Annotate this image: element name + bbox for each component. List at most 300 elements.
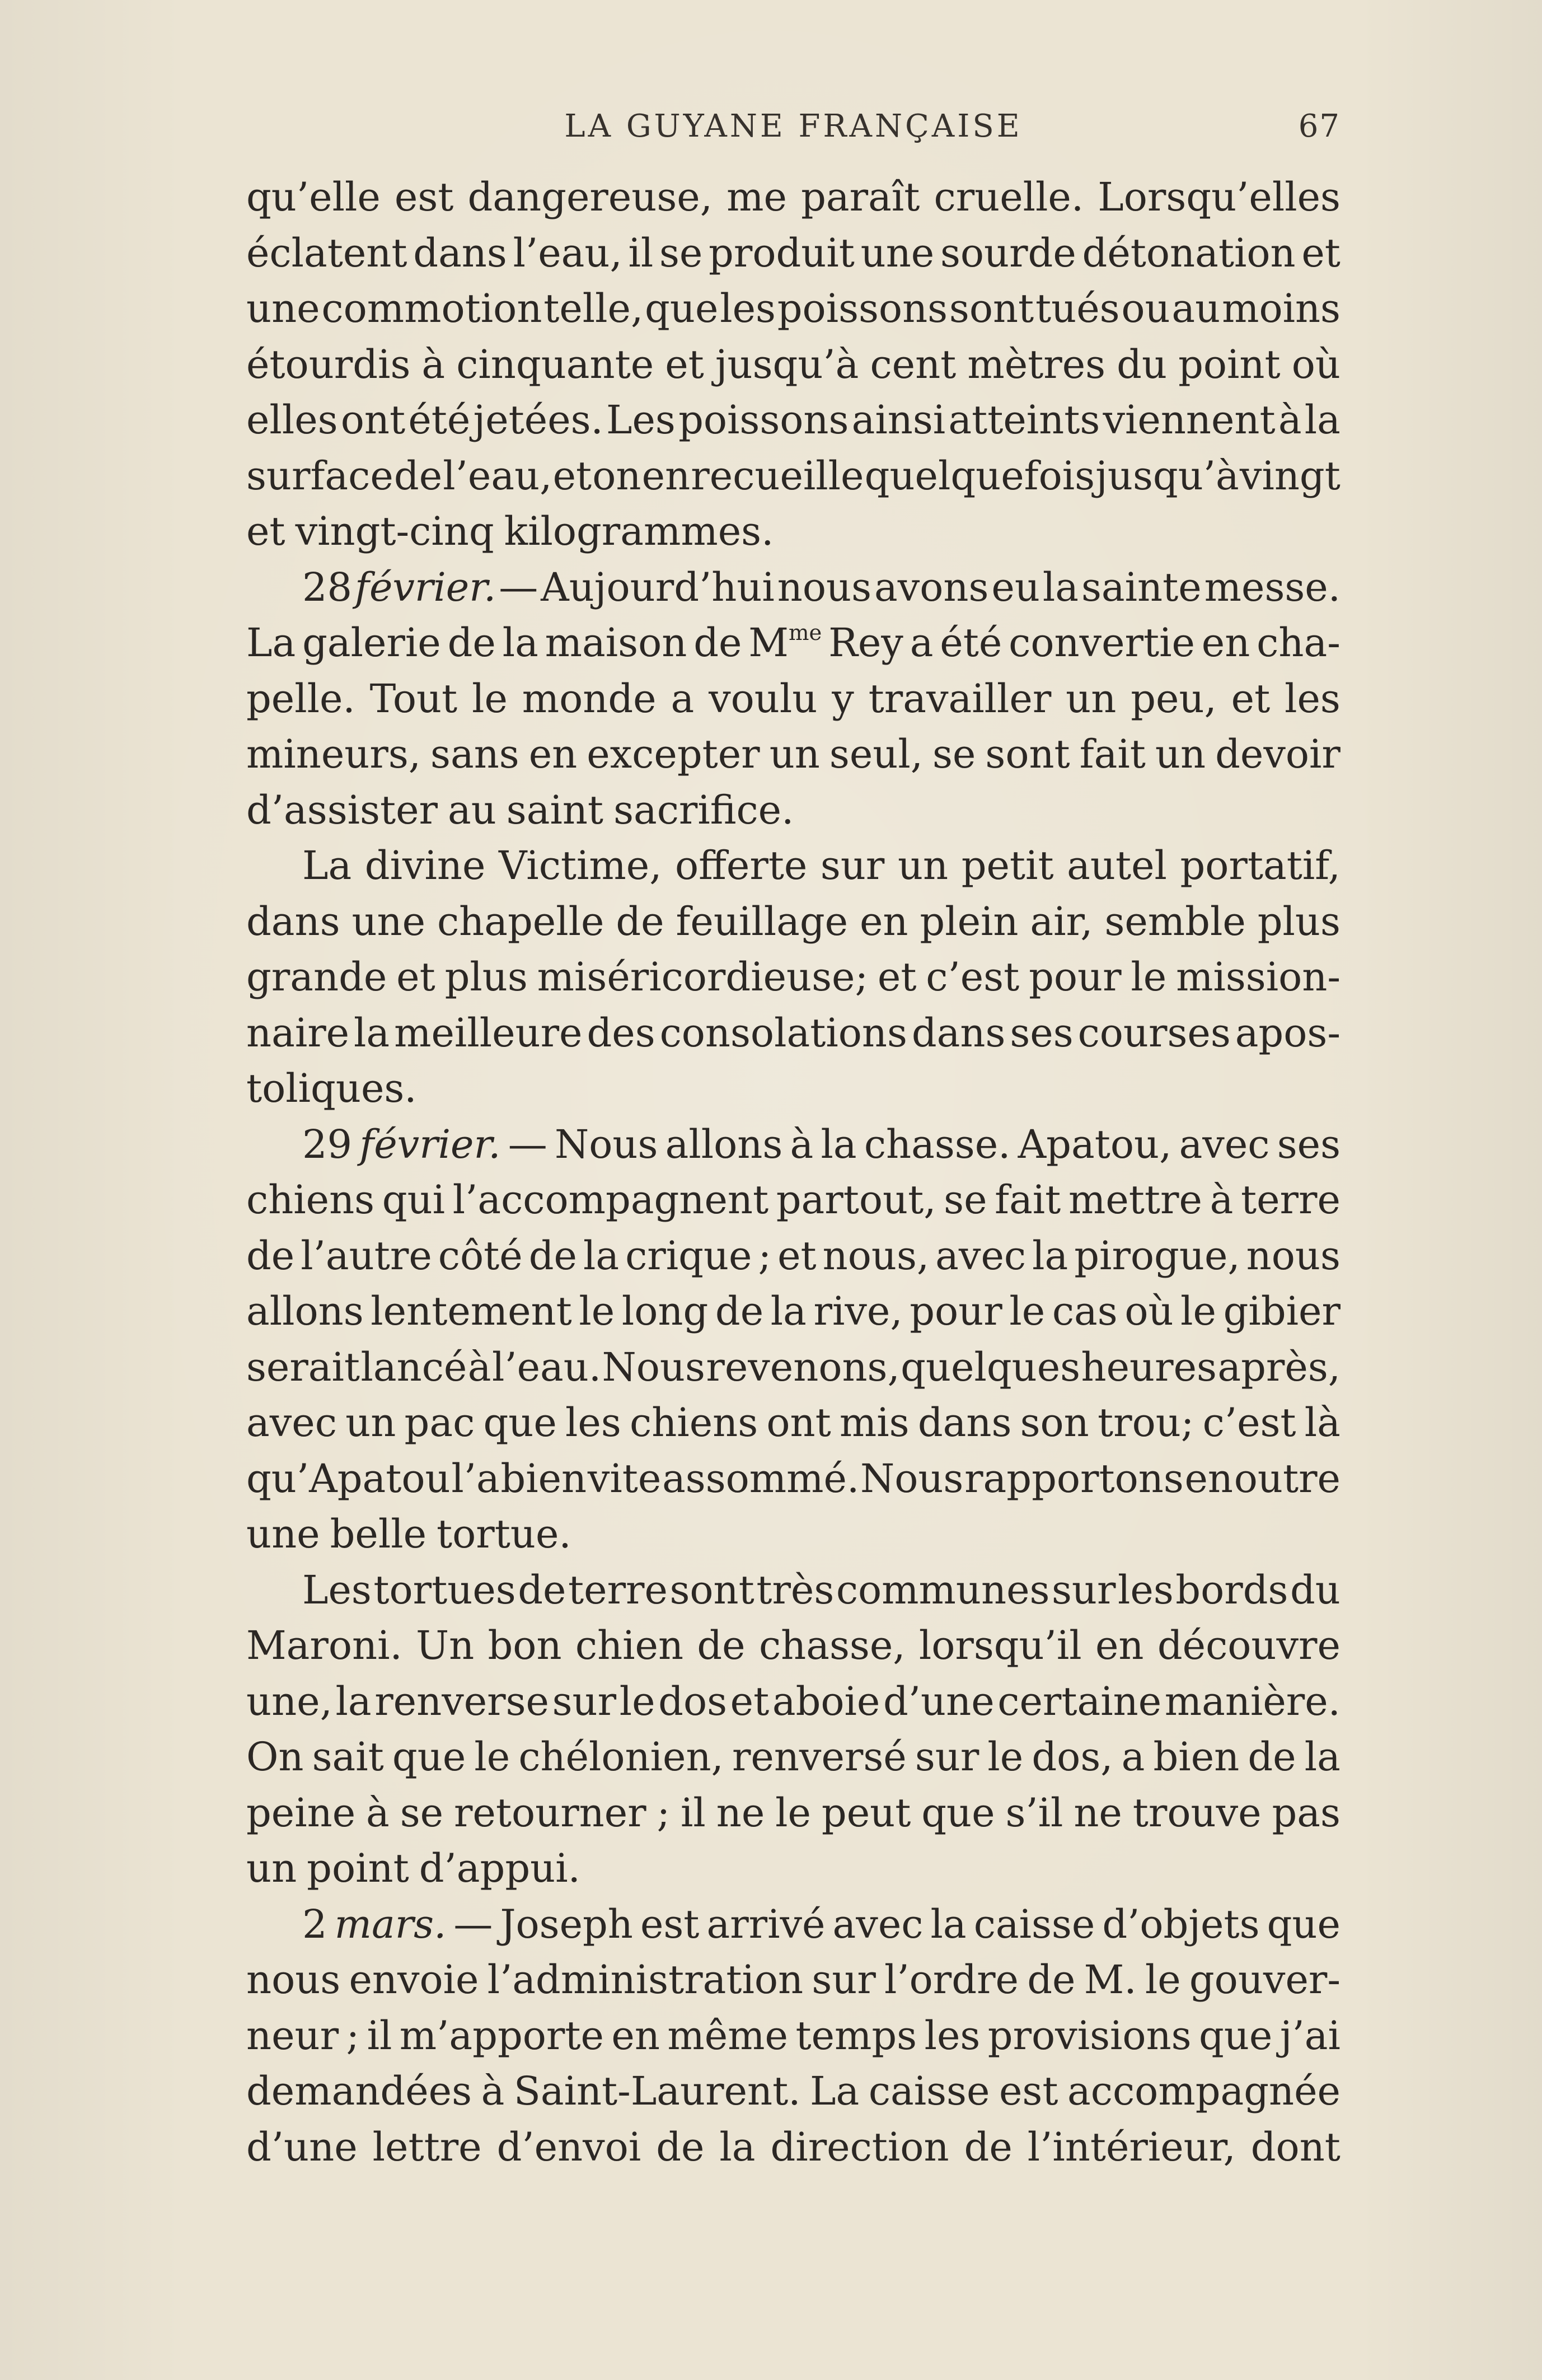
text-line <box>246 2068 1341 2124</box>
word: de <box>656 2124 705 2170</box>
text-line <box>246 953 1341 1009</box>
word: semble <box>1104 898 1246 944</box>
text-line <box>246 731 1341 787</box>
word: et <box>730 1678 770 1724</box>
word: allons <box>246 1288 364 1334</box>
text-line <box>246 508 1341 564</box>
word: trou; <box>1097 1400 1194 1446</box>
word: monde <box>522 675 657 722</box>
text-line <box>246 1678 1341 1734</box>
word: a <box>910 620 934 666</box>
word: de <box>246 1232 295 1279</box>
word: l’eau. <box>491 1344 602 1390</box>
superscript: me <box>788 620 822 646</box>
word: avec <box>832 1901 924 1947</box>
text-line <box>246 230 1341 286</box>
word: le <box>1145 1957 1181 2003</box>
word: y <box>832 675 854 722</box>
word: La <box>810 2068 860 2114</box>
word: recueille <box>691 452 864 499</box>
word: d’objets <box>1102 1901 1260 1947</box>
word: revenons, <box>706 1344 900 1390</box>
word: à <box>421 341 446 387</box>
word: sur <box>552 1678 617 1724</box>
word: les <box>924 2012 981 2059</box>
word: au <box>447 787 496 833</box>
word: paraît <box>801 174 920 220</box>
word: plein <box>920 898 1019 944</box>
text-line <box>246 341 1341 397</box>
body-text <box>246 174 1341 2179</box>
word: nous <box>246 1957 341 2003</box>
word: étourdis <box>246 341 411 387</box>
word: sainte <box>1081 564 1202 610</box>
word: en <box>1201 620 1250 666</box>
word: un <box>1155 731 1206 777</box>
word: fait <box>1079 731 1146 777</box>
word: et <box>1301 230 1341 276</box>
text-line <box>246 842 1341 898</box>
text-line <box>246 452 1341 508</box>
word: pelle. <box>246 675 355 722</box>
word: sacrifice. <box>613 787 794 833</box>
word: sur <box>915 1734 979 1780</box>
word: été <box>940 620 1002 666</box>
word: on <box>592 452 641 499</box>
word: un <box>345 1400 396 1446</box>
word: voulu <box>709 675 818 722</box>
word: naire <box>246 1009 350 1056</box>
word: poissons <box>777 286 948 331</box>
word: air, <box>1030 898 1093 944</box>
word: bon <box>488 1622 562 1668</box>
word: s’il <box>1005 1789 1063 1836</box>
word: de <box>447 620 496 666</box>
word: l’eau, <box>443 452 552 499</box>
text-line <box>246 1901 1341 1957</box>
text-line <box>246 1009 1341 1065</box>
word: cent <box>870 341 957 387</box>
word: Les <box>302 1567 372 1613</box>
word: surface <box>246 452 393 499</box>
word: à <box>1210 1177 1234 1223</box>
word: certaine <box>997 1678 1162 1724</box>
word: chélonien, <box>518 1734 724 1780</box>
word: se <box>659 230 703 276</box>
word: jusqu’à <box>715 341 859 387</box>
word: cinquante <box>456 341 654 387</box>
word: est <box>394 174 454 220</box>
word: terre <box>1240 1177 1341 1223</box>
text-line <box>246 898 1341 954</box>
word: Victime, <box>498 843 662 889</box>
word: que <box>1199 2012 1273 2059</box>
word: dans <box>246 898 340 944</box>
word: plus <box>1257 898 1341 944</box>
word: allons <box>665 1121 783 1167</box>
word: a <box>1121 1734 1145 1780</box>
word: avons <box>874 564 989 610</box>
word: maison <box>545 620 687 666</box>
word: ainsi <box>851 397 946 443</box>
word: commotion <box>321 286 542 331</box>
word: chiens <box>630 1400 758 1446</box>
word: été <box>408 397 471 443</box>
word: vingt-cinq <box>295 508 494 554</box>
word: une <box>860 230 935 276</box>
word: d’assister <box>246 787 438 833</box>
word: là <box>1304 1400 1341 1446</box>
word: du <box>1117 341 1168 387</box>
word: en <box>528 731 578 777</box>
word: Nous <box>554 1121 658 1167</box>
word: sur <box>820 843 885 889</box>
word: ou <box>1121 286 1170 331</box>
word: de <box>393 452 443 499</box>
word: Aujourd’hui <box>541 564 775 610</box>
word: fait <box>995 1177 1061 1223</box>
word: chasse, <box>758 1622 906 1668</box>
word: a <box>671 675 695 722</box>
word: de <box>693 620 742 666</box>
word: même <box>667 2012 788 2059</box>
word: et <box>396 954 435 1000</box>
word: ne <box>716 1789 765 1836</box>
word: l’ordre <box>884 1957 1019 2003</box>
word: retourner <box>453 1789 646 1836</box>
word: mission- <box>1176 954 1341 1000</box>
word: heures <box>1081 1344 1217 1390</box>
word: peine <box>246 1789 356 1836</box>
running-header <box>246 108 1341 147</box>
word: rapportons <box>964 1455 1184 1502</box>
text-line <box>246 1789 1341 1845</box>
text-line <box>246 396 1341 452</box>
word: pour <box>910 1288 1002 1334</box>
word: que <box>921 1789 995 1836</box>
word: dangereuse, <box>467 174 713 220</box>
word: vingt <box>1239 452 1341 499</box>
word: Un <box>416 1622 475 1668</box>
word: produit <box>709 230 855 276</box>
word: sur <box>812 1957 876 2003</box>
text-line <box>246 1845 1341 1901</box>
running-title: LA GUYANE FRANÇAISE <box>564 108 1023 144</box>
word: avec <box>246 1400 337 1446</box>
word: partout, <box>776 1177 936 1223</box>
italic-word: février. <box>359 1121 501 1167</box>
word: la <box>335 1678 372 1724</box>
word: aboie <box>772 1678 880 1724</box>
word: cas <box>1052 1288 1118 1334</box>
word: Lorsqu’elles <box>1098 174 1341 220</box>
word: vite <box>587 1455 662 1502</box>
word: détonation <box>1082 230 1296 276</box>
word: c’est <box>926 954 1020 1000</box>
word: les <box>1118 1567 1174 1613</box>
word: pas <box>1272 1789 1341 1836</box>
word: le <box>619 1678 655 1724</box>
word: à <box>790 1121 814 1167</box>
word: ; <box>346 2012 360 2059</box>
text-line <box>246 1399 1341 1455</box>
word: mètres <box>967 341 1106 387</box>
word: une <box>351 898 426 944</box>
word: consolations <box>659 1009 907 1056</box>
word: manière. <box>1164 1678 1341 1724</box>
word: c’est <box>1202 1400 1296 1446</box>
word: ses <box>1277 1121 1341 1167</box>
text-line <box>246 285 1341 341</box>
word: peut <box>821 1789 911 1836</box>
word: seul, <box>829 731 923 777</box>
word: atteints <box>948 397 1100 443</box>
word: et <box>777 1232 817 1279</box>
word: Nous <box>602 1344 705 1390</box>
word: sur <box>1051 1567 1116 1613</box>
text-line <box>246 787 1341 843</box>
word: lancé <box>360 1344 467 1390</box>
word: du <box>1290 1567 1341 1613</box>
word: le <box>1131 954 1167 1000</box>
word: point <box>1178 341 1281 387</box>
text-line <box>246 1956 1341 2012</box>
word: serait <box>246 1344 360 1390</box>
word: la <box>1304 1734 1341 1780</box>
word-base: M <box>748 620 789 666</box>
word: renversé <box>732 1734 907 1780</box>
word: saint <box>506 787 604 833</box>
word: messe. <box>1204 564 1341 610</box>
word <box>335 1901 447 1948</box>
word: et <box>877 954 917 1000</box>
text-line <box>246 2124 1341 2180</box>
word: outre <box>1234 1455 1341 1502</box>
word: caisse <box>868 2068 990 2114</box>
word: dont <box>1250 2124 1341 2170</box>
word: en <box>1184 1455 1234 1502</box>
word: le <box>472 675 508 722</box>
word: petit <box>961 843 1054 889</box>
word: bien <box>1153 1734 1240 1780</box>
word: On <box>246 1734 304 1780</box>
word: ; <box>758 1232 772 1279</box>
word: 28 <box>302 564 353 610</box>
word: chiens <box>246 1177 375 1223</box>
word: trouve <box>1132 1789 1262 1836</box>
word: pirogue, <box>1074 1232 1240 1279</box>
word: la <box>1032 1232 1068 1279</box>
word: tortue. <box>437 1511 571 1557</box>
word: arrivé <box>706 1901 826 1947</box>
word: lorsqu’il <box>918 1622 1082 1668</box>
word: portatif, <box>1180 843 1341 889</box>
word: il <box>681 1789 706 1836</box>
word: Saint-Laurent. <box>513 2068 801 2114</box>
word: divine <box>364 843 486 889</box>
word: que <box>483 1400 557 1446</box>
word: rive, <box>813 1288 903 1334</box>
text-line <box>246 174 1341 230</box>
word: jetées. <box>473 397 603 443</box>
word: mettre <box>1068 1177 1202 1223</box>
word: galerie <box>302 620 441 666</box>
text-line <box>246 619 1341 675</box>
word: en <box>611 2012 660 2059</box>
word: Maroni. <box>246 1622 402 1668</box>
word: dos, <box>1032 1734 1113 1780</box>
word: Les <box>606 397 676 443</box>
word: est <box>640 1901 700 1947</box>
word: où <box>1291 341 1341 387</box>
word: se <box>932 731 976 777</box>
word: en <box>641 452 691 499</box>
word: est <box>999 2068 1058 2114</box>
word: la <box>1304 397 1341 443</box>
word: les <box>565 1400 621 1446</box>
word: de <box>697 1622 746 1668</box>
word: caisse <box>973 1901 1095 1947</box>
word: La <box>246 620 296 666</box>
word: de <box>715 1288 764 1334</box>
word: neur <box>246 2012 339 2059</box>
word: ne <box>1074 1789 1122 1836</box>
word: long <box>621 1288 709 1334</box>
word: très <box>756 1567 835 1613</box>
word: — <box>499 564 538 610</box>
word: telle, <box>543 286 644 331</box>
word: belle <box>330 1511 427 1557</box>
word: point <box>307 1845 409 1891</box>
word: que <box>392 1734 466 1780</box>
word: elles <box>246 397 338 443</box>
word: découvre <box>1157 1622 1341 1668</box>
word: poissons <box>678 397 849 443</box>
word: chasse. <box>864 1121 1011 1167</box>
word: la <box>719 2124 756 2170</box>
word: avec <box>1179 1121 1270 1167</box>
word: sont <box>985 731 1070 777</box>
word: sans <box>430 731 519 777</box>
text-line <box>246 1288 1341 1344</box>
word: l’a <box>451 1455 500 1502</box>
word: l’eau, <box>513 230 622 276</box>
word: tués <box>1035 286 1120 331</box>
word: nous <box>777 564 872 610</box>
word: bords <box>1175 1567 1288 1613</box>
text-line <box>246 1511 1341 1567</box>
word: la <box>930 1901 967 1947</box>
word: toliques. <box>246 1065 417 1111</box>
word: d’envoi <box>496 2124 641 2170</box>
word: quelques <box>901 1344 1081 1390</box>
word: où <box>1124 1288 1174 1334</box>
word: pour <box>1029 954 1122 1000</box>
word: jusqu’à <box>1095 452 1239 499</box>
word: à <box>366 1789 390 1836</box>
word: la <box>502 620 538 666</box>
word: meilleure <box>394 1009 583 1056</box>
word: ses <box>1010 1009 1074 1056</box>
word: miséricordieuse; <box>537 954 869 1000</box>
word: côté <box>438 1232 523 1279</box>
word: moins <box>1222 286 1341 331</box>
word: une, <box>246 1678 332 1724</box>
word: temps <box>795 2012 917 2059</box>
word: mineurs, <box>246 731 421 777</box>
word <box>748 619 822 667</box>
word: — <box>453 1901 493 1947</box>
word: gibier <box>1223 1288 1341 1334</box>
word: lettre <box>372 2124 482 2170</box>
word: le <box>579 1288 615 1334</box>
word: Apatou, <box>1018 1121 1172 1167</box>
word: eu <box>991 564 1040 610</box>
page-number: 67 <box>1298 108 1341 144</box>
word: que <box>1267 1901 1341 1947</box>
word: que <box>645 286 719 331</box>
word: qu’Apatou <box>246 1455 451 1502</box>
word: dans <box>917 1400 1012 1446</box>
word: l’accompagnent <box>452 1177 769 1223</box>
italic-word: février. <box>355 564 496 610</box>
word: j’ai <box>1279 2012 1341 2059</box>
word: demandées <box>246 2068 472 2114</box>
word: à <box>467 1344 491 1390</box>
text-line <box>246 2012 1341 2068</box>
word: de <box>1027 1957 1076 2003</box>
word: viennent <box>1103 397 1276 443</box>
word: 29 <box>302 1121 353 1167</box>
word: peu, <box>1131 675 1217 722</box>
word: quelquefois <box>864 452 1095 499</box>
text-line <box>246 1344 1341 1400</box>
word: 2 <box>302 1901 327 1947</box>
word: grande <box>246 954 387 1000</box>
text-line <box>246 1121 1341 1177</box>
word: crique <box>625 1232 752 1279</box>
word: gouver- <box>1189 1957 1341 2003</box>
word: à <box>1278 397 1302 443</box>
word: excepter <box>587 731 760 777</box>
word: des <box>587 1009 655 1056</box>
word: l’autre <box>301 1232 432 1279</box>
text-line <box>246 1622 1341 1678</box>
word: de <box>964 2124 1013 2170</box>
word: éclatent <box>246 230 407 276</box>
word: à <box>481 2068 505 2114</box>
text-line <box>246 564 1341 620</box>
word: l’intérieur, <box>1027 2124 1236 2170</box>
word: La <box>302 843 352 889</box>
word: de <box>616 898 664 944</box>
word <box>355 564 496 611</box>
word: la <box>583 1232 620 1279</box>
word: offerte <box>675 843 808 889</box>
word: communes <box>836 1567 1050 1613</box>
word: accompagnée <box>1067 2068 1341 2114</box>
word: il <box>367 2012 392 2059</box>
word: plus <box>444 954 528 1000</box>
word: apos- <box>1235 1009 1341 1056</box>
word: son <box>1020 1400 1089 1446</box>
word <box>359 1121 500 1168</box>
word: convertie <box>1009 620 1195 666</box>
word: cruelle. <box>934 174 1084 220</box>
word: les <box>720 286 776 331</box>
word: de <box>528 1232 577 1279</box>
word: en <box>859 898 908 944</box>
